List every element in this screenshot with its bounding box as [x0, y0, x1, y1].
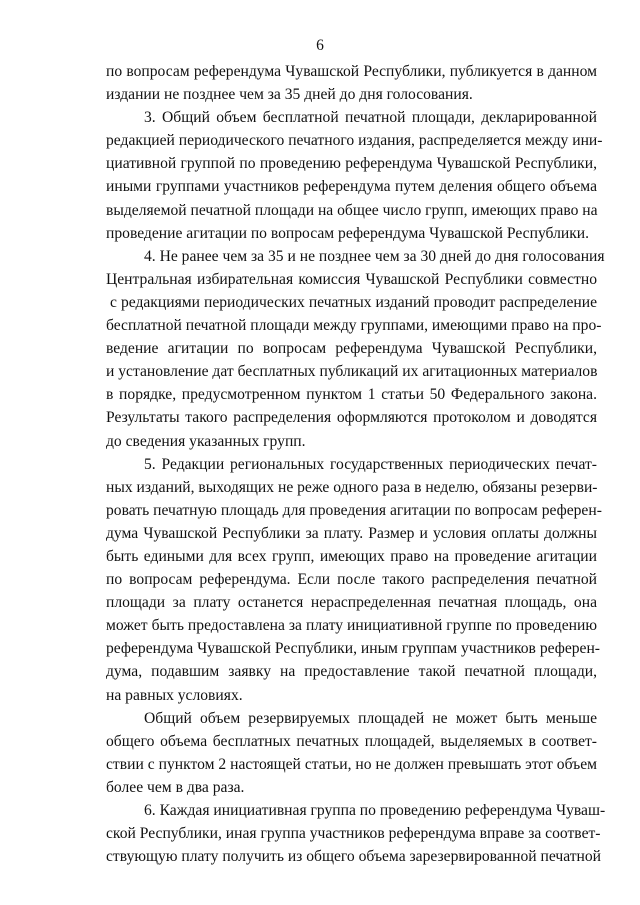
text-line: в порядке, предусмотренном пунктом 1 статьи 50 Федерального закона. [106, 386, 597, 404]
text-line: референдума Чувашской Республики, иным группам участников референ- [106, 640, 601, 658]
text-line: циативной группой по проведению референдума Чувашской Республики, [106, 155, 597, 173]
text-line: бесплатной печатной площади между группами, имеющими право на про- [106, 317, 602, 335]
text-line: проведение агитации по вопросам референдума Чувашской Республики. [106, 224, 590, 242]
text-line: может быть предоставлена за плату инициативной группе по проведению [106, 617, 597, 635]
text-line: Центральная избирательная комиссия Чувашской Республики совместно [106, 270, 597, 288]
text-line: до сведения указанных групп. [106, 432, 306, 450]
text-line: на равных условиях. [106, 686, 243, 704]
text-line: Результаты такого распределения оформляются протоколом и доводятся [106, 409, 597, 427]
text-line: иными группами участников референдума путем деления общего объема [106, 178, 597, 196]
text-line: 4. Не ранее чем за 35 и не позднее чем за 30 дней до дня голосования [144, 247, 605, 265]
document-body [106, 60, 606, 868]
page-number: 6 [316, 37, 324, 54]
text-line: по вопросам референдума. Если после такого распределения печатной [106, 571, 597, 589]
text-line: 6. Каждая инициативная группа по проведению референдума Чуваш- [144, 802, 606, 819]
text-line: ведение агитации по вопросам референдума Чувашской Республики, [106, 340, 597, 358]
text-line: ровать печатную площадь для проведения агитации по вопросам референ- [106, 501, 602, 519]
text-line: выделяемой печатной площади на общее число групп, имеющих право на [106, 201, 598, 219]
text-line: ных изданий, выходящих не реже одного раза в неделю, обязаны резерви- [106, 478, 598, 496]
text-line: 5. Редакции региональных государственных периодических печат- [144, 455, 597, 473]
text-line: площади за плату останется нераспределенная печатная площадь, она [106, 594, 597, 612]
text-line: ствующую плату получить из общего объема зарезервированной печатной [106, 848, 602, 866]
text-line: дума, подавшим заявку на предоставление такой печатной площади, [106, 663, 597, 681]
text-line: быть едиными для всех групп, имеющих право на проведение агитации [106, 547, 597, 565]
text-line: с редакциями периодических печатных изданий проводит распределение [110, 293, 597, 311]
text-line: ской Республики, иная группа участников референдума вправе за соответ- [106, 825, 601, 843]
text-line: издании не позднее чем за 35 дней до дня голосования. [106, 86, 473, 104]
text-line: дума Чувашской Республики за плату. Размер и условия оплаты должны [106, 524, 597, 542]
text-line: общего объема бесплатных печатных площадей, выделяемых в соответ- [106, 732, 597, 750]
text-line: и установление дат бесплатных публикаций их агитационных материалов [106, 363, 598, 381]
text-line: ствии с пунктом 2 настоящей статьи, но не должен превышать этот объем [106, 755, 597, 773]
text-line: 3. Общий объем бесплатной печатной площади, декларированной [144, 109, 597, 127]
text-line: по вопросам референдума Чувашской Республики, публикуется в данном [106, 63, 597, 80]
text-line: Общий объем резервируемых площадей не может быть меньше [144, 709, 597, 727]
text-line: редакцией периодического печатного издания, распределяется между ини- [106, 132, 603, 150]
text-line: более чем в два раза. [106, 778, 245, 796]
